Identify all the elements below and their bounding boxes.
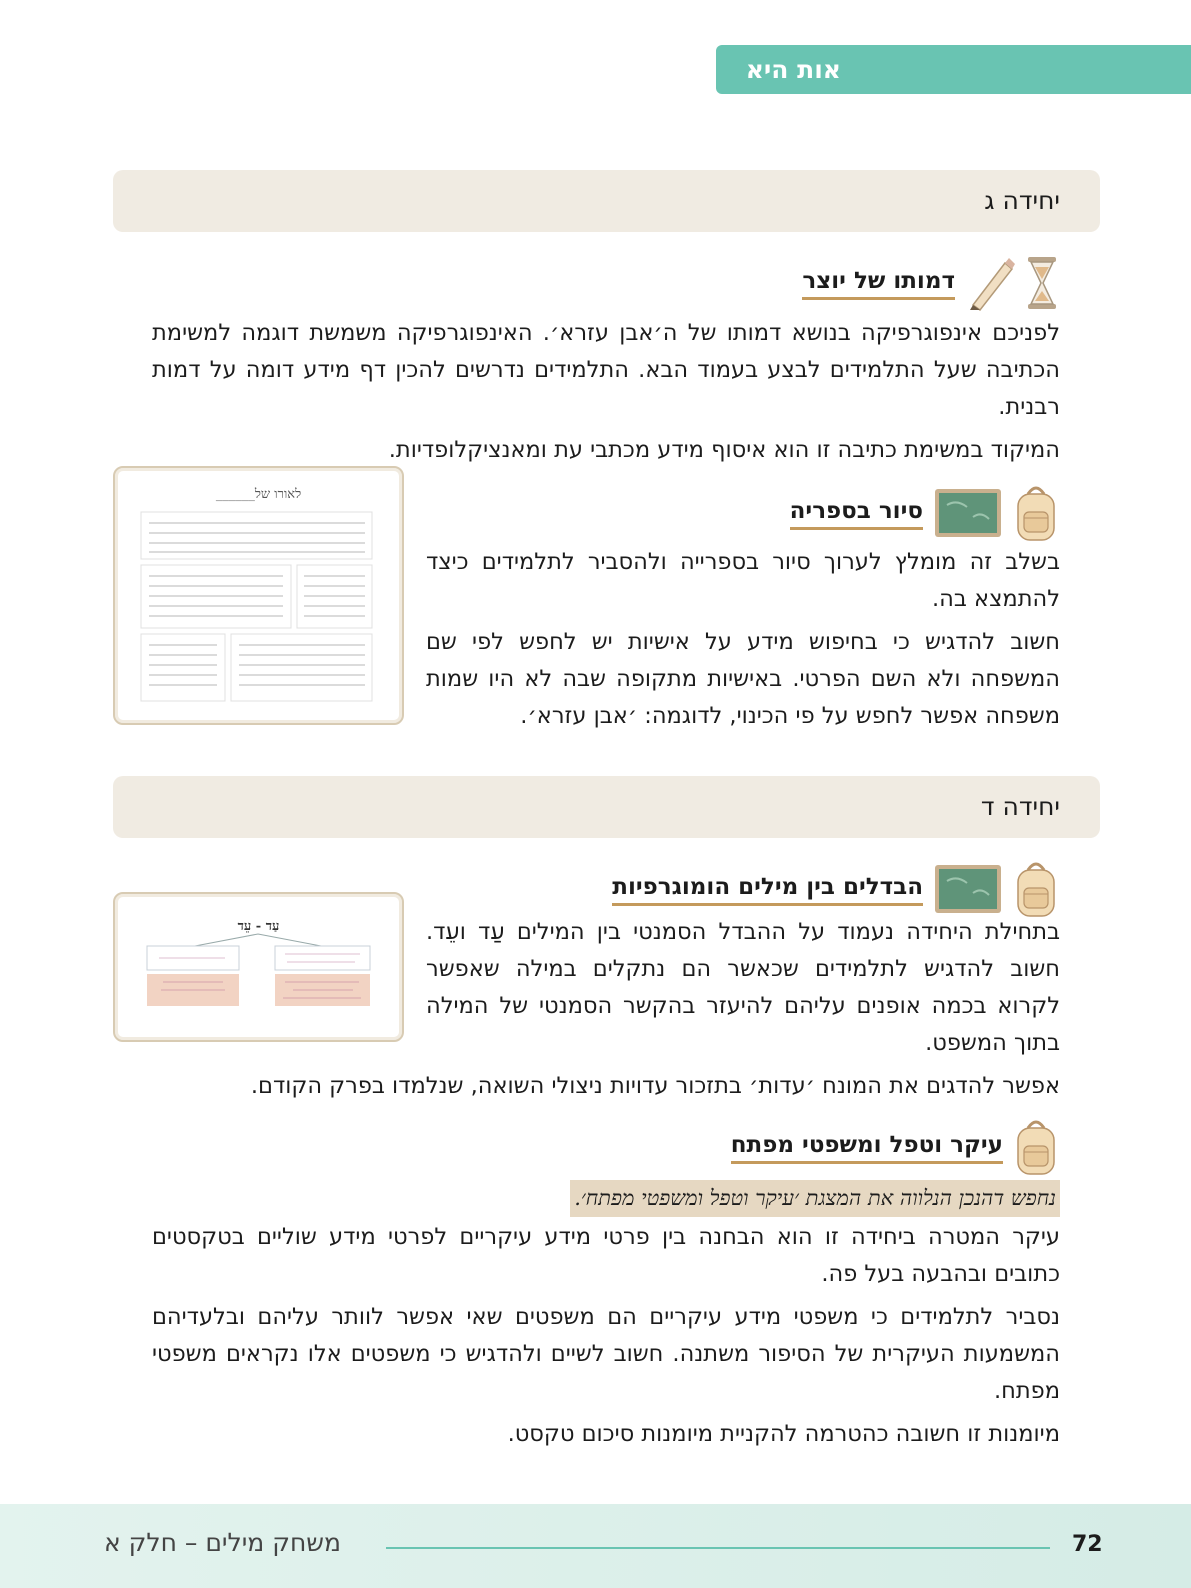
handwritten-note: נחפש דהנכן הנלווה את המצגת ׳עיקר וטפל ומשפטי מפתח׳.: [570, 1180, 1060, 1217]
paragraph: המיקוד במשימת כתיבה זו הוא איסוף מידע מכתבי עת ומאנציקלופדיות.: [388, 437, 1060, 463]
section-title: סיור בספריה: [790, 496, 923, 530]
section-body-homographs-2: [152, 1068, 1060, 1111]
section-heading-library: [790, 484, 1059, 542]
footer-divider: [386, 1547, 1050, 1549]
backpack-icon: [1013, 1118, 1059, 1176]
homograph-diagram-graphic: [115, 894, 402, 1040]
backpack-icon: [1013, 484, 1059, 542]
page-footer: [0, 1504, 1191, 1588]
section-title: עיקר וטפל ומשפטי מפתח: [731, 1130, 1003, 1164]
infographic-thumbnail: [113, 466, 404, 725]
section-heading-homographs: [612, 860, 1059, 918]
section-title: דמותו של יוצר: [802, 266, 955, 300]
diagram-title: עַד - עֵד: [237, 919, 280, 934]
section-heading-main-secondary: [731, 1118, 1059, 1176]
section-heading-creator: [802, 255, 1059, 311]
paragraph: חשוב להדגיש כי בחיפוש מידע על אישיות יש לחפש לפי שם המשפחה ולא השם הפרטי. באישיות מתקופה שבה לא היו שמות משפחה אפשר לחפש על פי הכינוי, לדוגמה: ׳אבן עזרא׳.: [426, 629, 1060, 729]
chalkboard-icon: [933, 487, 1003, 539]
section-title: הבדלים בין מילים הומוגרפיות: [612, 872, 923, 906]
backpack-icon: [1013, 860, 1059, 918]
book-title: משחק מילים – חלק א: [104, 1528, 341, 1557]
paragraph: מיומנות זו חשובה כהטרמה להקניית מיומנות סיכום טקסט.: [507, 1421, 1060, 1447]
paragraph: בתחילת היחידה נעמוד על ההבדל הסמנטי בין המילים עַד ועֵד. חשוב להדגיש לתלמידים שכאשר הם נתקלים במילה שאפשר לקרוא בכמה אופנים עליהם להיעזר בהקשר הסמנטי של המילה בתוך המשפט.: [426, 919, 1060, 1056]
section-body-creator: [152, 315, 1060, 475]
thumbnail-title: לאורו של______: [215, 487, 302, 502]
chalkboard-icon: [933, 863, 1003, 915]
section-body-library: [426, 544, 1060, 741]
section-body-homographs: [426, 914, 1060, 1068]
chapter-tab: אות היא: [716, 45, 1191, 94]
paragraph: נסביר לתלמידים כי משפטי מידע עיקריים הם משפטים שאי אפשר לוותר עליהם ובלעדיהם המשמעות העיקרית של הסיפור משתנה. חשוב לשיים ולהדגיש כי משפטים אלו נקראים משפטי מפתח.: [152, 1304, 1060, 1404]
hourglass-icon: [1025, 255, 1059, 311]
paragraph: בשלב זה מומלץ לערוך סיור בספרייה ולהסביר לתלמידים כיצד להתמצא בה.: [426, 549, 1060, 612]
homograph-diagram-thumbnail: [113, 892, 404, 1042]
paragraph: עיקר המטרה ביחידה זו הוא הבחנה בין פרטי מידע עיקריים לפרטי מידע שוליים בטקסטים כתובים ובהבעה בעל פה.: [152, 1224, 1060, 1287]
unit-d-header: יחידה ד: [113, 776, 1100, 838]
infographic-layout-graphic: [115, 468, 402, 723]
paragraph: אפשר להדגים את המונח ׳עדות׳ בתזכור עדויות ניצולי השואה, שנלמדו בפרק הקודם.: [250, 1073, 1060, 1099]
unit-g-header: יחידה ג: [113, 170, 1100, 232]
section-body-main-secondary: [152, 1180, 1060, 1459]
page-number: 72: [1072, 1532, 1103, 1557]
pencil-icon: [965, 255, 1015, 311]
paragraph: לפניכם אינפוגרפיקה בנושא דמותו של ה׳אבן עזרא׳. האינפוגרפיקה משמשת דוגמה למשימת הכתיבה שעל התלמידים לבצע בעמוד הבא. התלמידים נדרשים להכין דף מידע דומה על דמות רבנית.: [152, 320, 1060, 420]
